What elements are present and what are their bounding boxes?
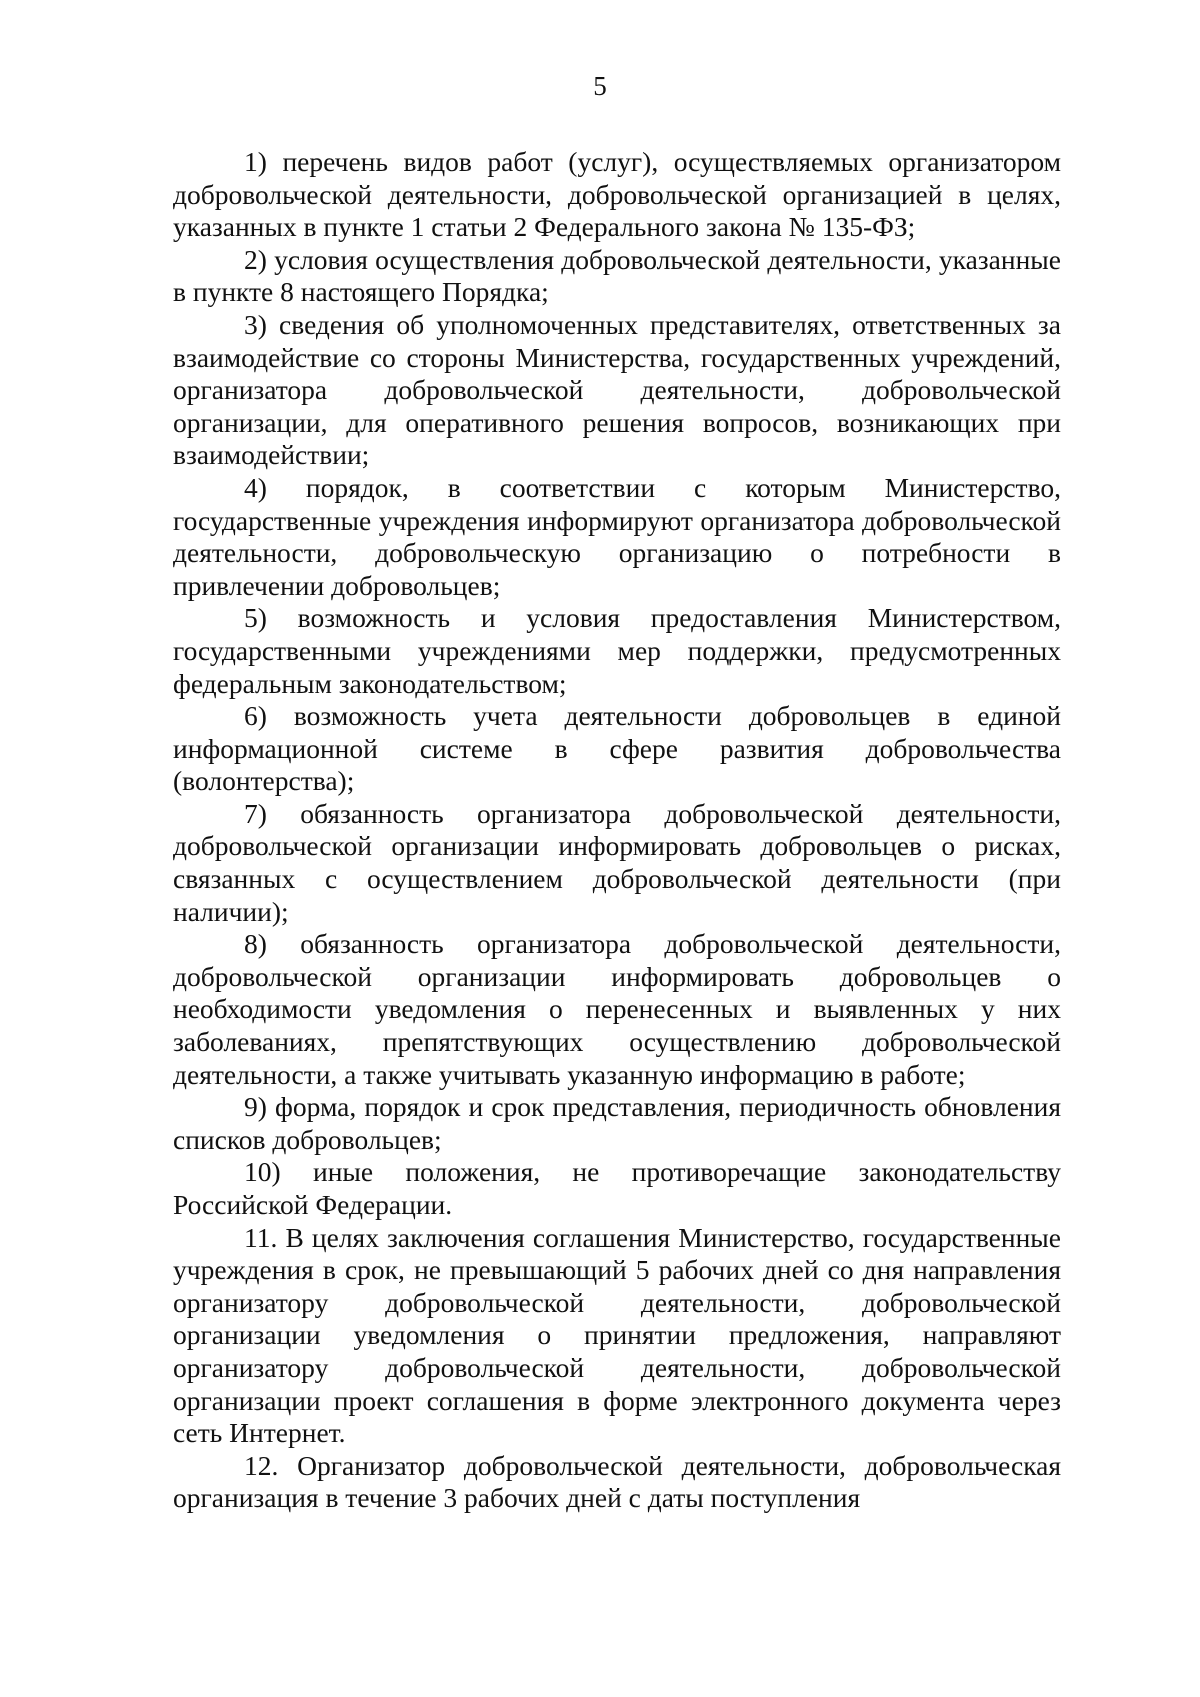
list-item-8: 8) обязанность организатора добровольческой деятельности, добровольческой организации информировать добровольцев о необходимости уведомления о перенесенных и выявленных у них заболеваниях, препятствующих осуществлению добровольческой деятельности, а также учитывать указанную информацию в работе; [173,928,1061,1090]
list-item-6: 6) возможность учета деятельности добровольцев в единой информационной системе в сфере развития добровольчества (волонтерства); [173,700,1061,797]
list-item-1: 1) перечень видов работ (услуг), осуществляемых организатором добровольческой деятельности, добровольческой организацией в целях, указанных в пункте 1 статьи 2 Федерального закона № 135-ФЗ; [173,146,1061,243]
clause-12: 12. Организатор добровольческой деятельности, добровольческая организация в течение 3 рабочих дней с даты поступления [173,1449,1061,1514]
document-body [173,146,1061,1515]
list-item-2: 2) условия осуществления добровольческой деятельности, указанные в пункте 8 настоящего Порядка; [173,243,1061,308]
list-item-10: 10) иные положения, не противоречащие законодательству Российской Федерации. [173,1156,1061,1220]
clause-11: 11. В целях заключения соглашения Министерство, государственные учреждения в срок, не превышающий 5 рабочих дней со дня направления организатору добровольческой деятельности, добровольческой организации уведомления о принятии предложения, направляют организатору добровольческой деятельности, добровольческой организации проект соглашения в форме электронного документа через сеть Интернет. [173,1221,1061,1449]
list-item-3: 3) сведения об уполномоченных представителях, ответственных за взаимодействие со стороны Министерства, государственных учреждений, организатора добровольческой деятельности, добровольческой организации, для оперативного решения вопросов, возникающих при взаимодействии; [173,308,1061,471]
list-item-5: 5) возможность и условия предоставления Министерством, государственными учреждениями мер поддержки, предусмотренных федеральным законодательством; [173,602,1061,699]
list-item-7: 7) обязанность организатора добровольческой деятельности, добровольческой организации информировать добровольцев о рисках, связанных с осуществлением добровольческой деятельности (при наличии); [173,797,1061,927]
page-number: 5 [593,71,607,101]
list-item-9: 9) форма, порядок и срок представления, периодичность обновления списков добровольцев; [173,1091,1061,1155]
list-item-4: 4) порядок, в соответствии с которым Министерство, государственные учреждения информируют организатора добровольческой деятельности, добровольческую организацию о потребности в привлечении добровольцев; [173,471,1061,601]
